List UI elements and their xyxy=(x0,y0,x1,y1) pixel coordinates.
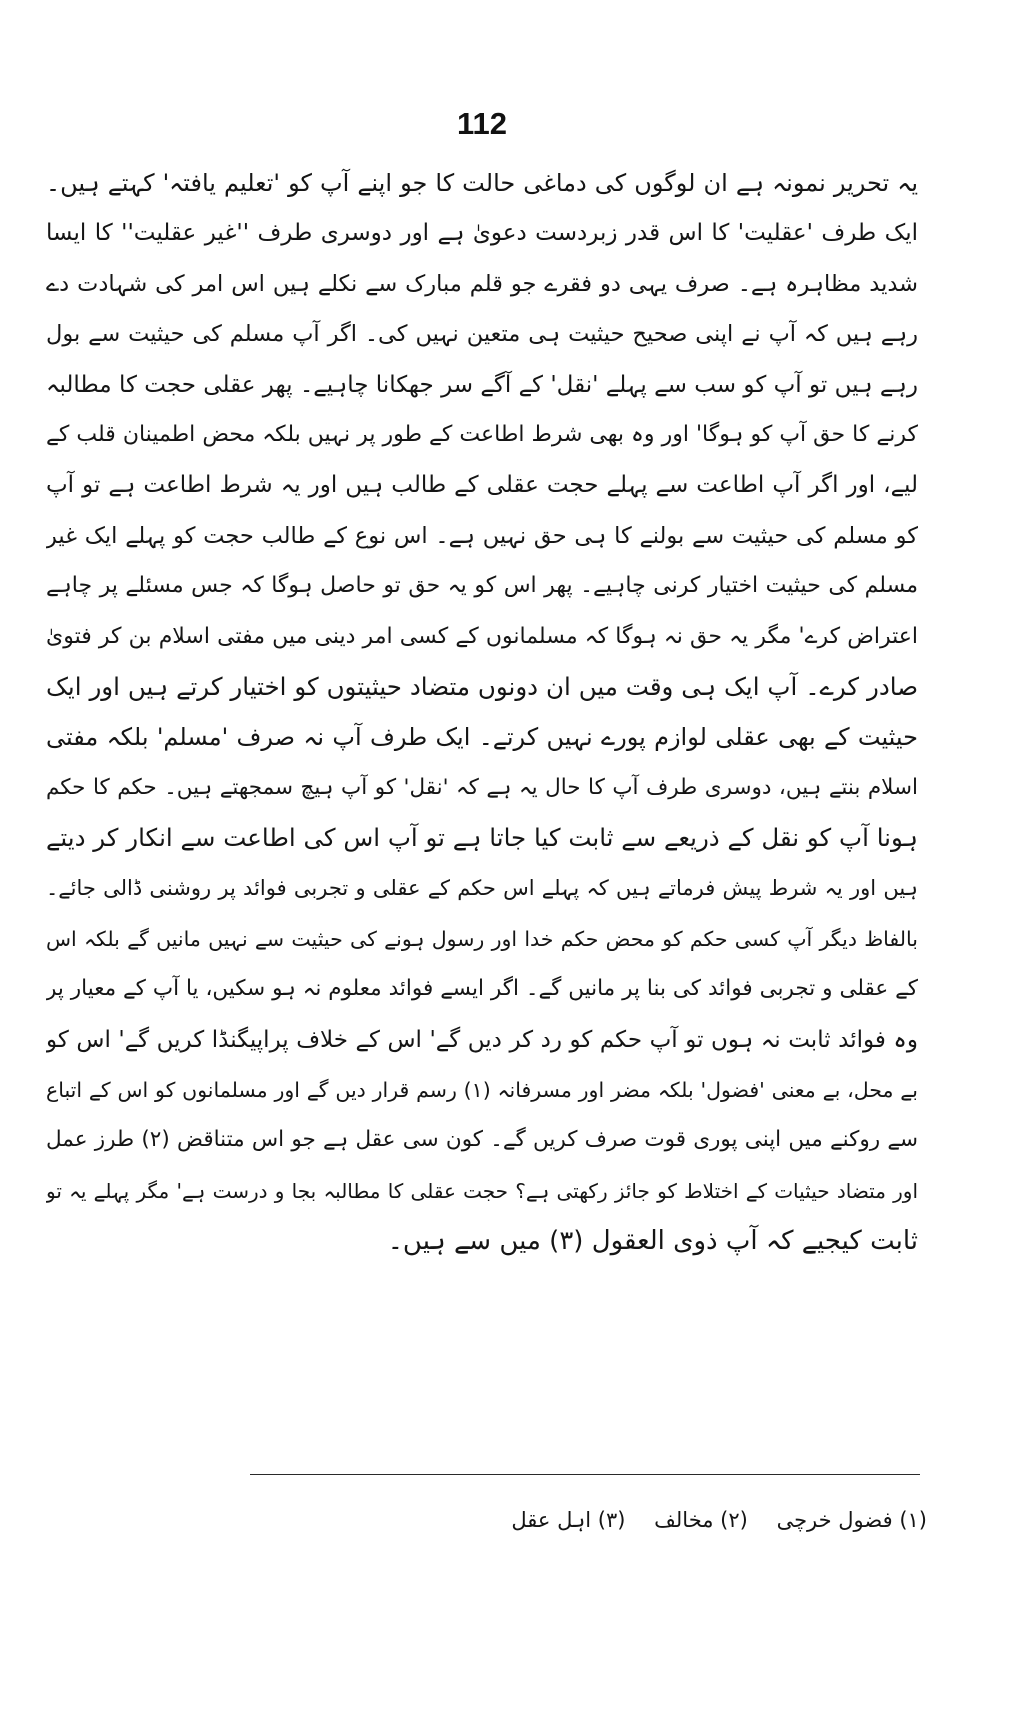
text-line: ہیں اور یہ شرط پیش فرماتے ہیں کہ پہلے اس حکم کے عقلی و تجربی فوائد پر روشنی ڈالی جائے۔ xyxy=(46,876,918,901)
page-number: 112 xyxy=(456,106,507,141)
footnote-1: (۱) فضول خرچی xyxy=(776,1508,927,1532)
text-line: کے عقلی و تجربی فوائد کی بنا پر مانیں گے۔ اگر ایسے فوائد معلوم نہ ہو سکیں، یا آپ کے معیار پر xyxy=(46,976,918,1002)
footnote-2: (۲) مخالف xyxy=(654,1508,748,1532)
text-line: رہے ہیں تو آپ کو سب سے پہلے 'نقل' کے آگے سر جھکانا چاہیے۔ پھر عقلی حجت کا مطالبہ xyxy=(46,371,918,398)
footnote-divider xyxy=(250,1474,920,1475)
text-line-last: ثابت کیجیے کہ آپ ذوی العقول (۳) میں سے ہیں۔ xyxy=(387,1226,918,1257)
text-line: مسلم کی حیثیت اختیار کرنی چاہیے۔ پھر اس کو یہ حق تو حاصل ہوگا کہ جس مسئلے پر چاہے xyxy=(46,573,918,599)
text-line: اعتراض کرے' مگر یہ حق نہ ہوگا کہ مسلمانوں کے کسی امر دینی میں مفتی اسلام بن کر فتویٰ xyxy=(46,623,918,649)
text-line: کرنے کا حق آپ کو ہوگا' اور وہ بھی شرط اطاعت کے طور پر نہیں بلکہ محض اطمینان قلب کے xyxy=(46,421,918,447)
text-line: صادر کرے۔ آپ ایک ہی وقت میں ان دونوں متضاد حیثیتوں کو اختیار کرتے ہیں اور ایک xyxy=(46,671,918,701)
footnotes xyxy=(489,1508,927,1532)
text-line: وہ فوائد ثابت نہ ہوں تو آپ حکم کو رد کر دیں گے' اس کے خلاف پراپیگنڈا کریں گے' اس کو xyxy=(46,1026,918,1053)
text-line: حیثیت کے بھی عقلی لوازم پورے نہیں کرتے۔ ایک طرف آپ نہ صرف 'مسلم' بلکہ مفتی xyxy=(46,723,918,752)
text-line: ایک طرف 'عقلیت' کا اس قدر زبردست دعویٰ ہے اور دوسری طرف ''غیر عقلیت'' کا ایسا xyxy=(46,220,918,247)
text-line: ہونا آپ کو نقل کے ذریعے سے ثابت کیا جاتا ہے تو آپ اس کی اطاعت سے انکار کر دیتے xyxy=(46,823,918,853)
text-line: کو مسلم کی حیثیت سے بولنے کا ہی حق نہیں ہے۔ اس نوع کے طالب حجت کو پہلے ایک غیر xyxy=(46,522,918,549)
text-line: یہ تحریر نمونہ ہے ان لوگوں کی دماغی حالت کا جو اپنے آپ کو 'تعلیم یافتہ' کہتے ہیں۔ xyxy=(46,169,918,197)
text-line: سے روکنے میں اپنی پوری قوت صرف کریں گے۔ کون سی عقل ہے جو اس متناقض (۲) طرز عمل xyxy=(46,1127,918,1153)
text-line: لیے، اور اگر آپ اطاعت سے پہلے حجت عقلی کے طالب ہیں اور یہ شرط اطاعت ہے تو آپ xyxy=(46,472,918,499)
text-line: رہے ہیں کہ آپ نے اپنی صحیح حیثیت ہی متعین نہیں کی۔ اگر آپ مسلم کی حیثیت سے بول xyxy=(46,321,918,348)
text-line: شدید مظاہرہ ہے۔ صرف یہی دو فقرے جو قلم مبارک سے نکلے ہیں اس امر کی شہادت دے xyxy=(46,270,918,297)
text-line: بالفاظ دیگر آپ کسی حکم کو محض حکم خدا اور رسول ہونے کی حیثیت سے نہیں مانیں گے بلکہ اس xyxy=(46,926,918,951)
footnote-3: (۳) اہل عقل xyxy=(511,1508,626,1532)
body-text xyxy=(46,158,918,1267)
text-line: اور متضاد حیثیات کے اختلاط کو جائز رکھتی ہے؟ حجت عقلی کا مطالبہ بجا و درست ہے' مگر پہلے یہ تو xyxy=(46,1178,918,1203)
text-line: بے محل، بے معنی 'فضول' بلکہ مضر اور مسرفانہ (۱) رسم قرار دیں گے اور مسلمانوں کو اس کے اتباع xyxy=(46,1078,918,1103)
text-line: اسلام بنتے ہیں، دوسری طرف آپ کا حال یہ ہے کہ 'نقل' کو آپ ہیچ سمجھتے ہیں۔ حکم کا حکم xyxy=(46,774,918,800)
